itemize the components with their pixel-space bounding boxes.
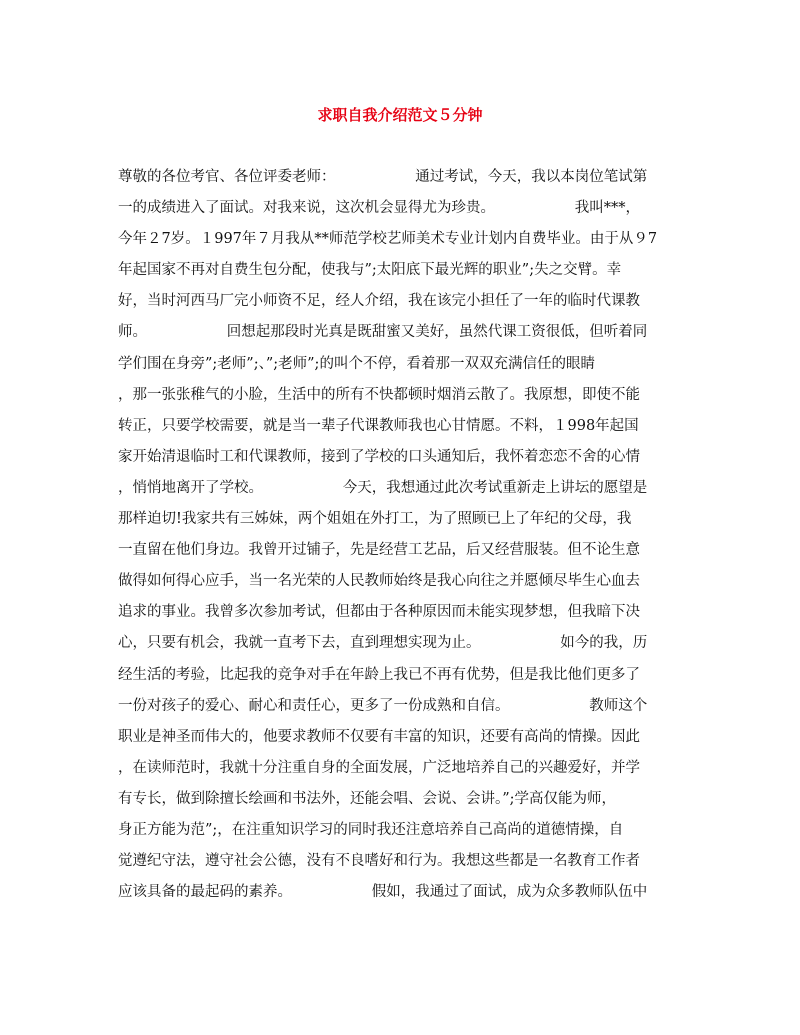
body-line: 家开始清退临时工和代课教师，接到了学校的口头通知后，我怀着恋恋不舍的心情: [118, 448, 640, 465]
body-line: 一直留在他们身边。我曾开过铺子，先是经营工艺品，后又经营服装。但不论生意: [118, 542, 640, 559]
body-line: 做得如何得心应手，当一名光荣的人民教师始终是我心向往之并愿倾尽毕生心血去: [118, 573, 640, 590]
body-line: 一份对孩子的爱心、耐心和责任心，更多了一份成熟和自信。 教师这个: [118, 697, 648, 714]
document-body: [118, 162, 690, 908]
body-line: 一的成绩进入了面试。对我来说，这次机会显得尤为珍贵。 我叫***，: [118, 200, 640, 217]
body-line: 学们围在身旁”;老师”;、”;老师”;的叫个不停，看着那一双双充满信任的眼睛: [118, 355, 595, 372]
body-line: ，那一张张稚气的小脸，生活中的所有不快都顿时烟消云散了。我原想，即使不能: [118, 386, 640, 403]
body-line: 今年２7岁。１997年７月我从**师范学校艺师美术专业计划内自费毕业。由于从９7: [118, 231, 658, 248]
body-line: 应该具备的最起码的素养。 假如，我通过了面试，成为众多教师队伍中: [118, 884, 648, 901]
body-line: 经生活的考验，比起我的竞争对手在年龄上我已不再有优势，但是我比他们更多了: [118, 666, 640, 683]
document-title: 求职自我介绍范文５分钟: [317, 106, 483, 124]
body-line: 尊敬的各位考官、各位评委老师： 通过考试，今天，我以本岗位笔试第: [118, 169, 648, 185]
body-line: 那样迫切!我家共有三姊妹，两个姐姐在外打工，为了照顾已上了年纪的父母，我: [118, 511, 632, 528]
body-line: 身正方能为范”;，在注重知识学习的同时我还注意培养自己高尚的道德情操，自: [118, 821, 624, 838]
body-line: 师。 回想起那段时光真是既甜蜜又美好，虽然代课工资很低，但听着同: [118, 324, 648, 341]
body-line: 觉遵纪守法，遵守社会公德，没有不良嗜好和行为。我想这些都是一名教育工作者: [118, 853, 640, 870]
body-line: 心，只要有机会，我就一直考下去，直到理想实现为止。 如今的我，历: [118, 635, 648, 652]
body-line: 职业是神圣而伟大的，他要求教师不仅要有丰富的知识，还要有高尚的情操。因此: [118, 728, 640, 745]
body-line: ，悄悄地离开了学校。 今天，我想通过此次考试重新走上讲坛的愿望是: [118, 479, 648, 496]
body-line: 转正，只要学校需要，就是当一辈子代课教师我也心甘情愿。不料，１998年起国: [118, 417, 639, 434]
body-line: ，在读师范时，我就十分注重自身的全面发展，广泛地培养自己的兴趣爱好，并学: [118, 759, 640, 776]
body-line: 好，当时河西马厂完小师资不足，经人介绍，我在该完小担任了一年的临时代课教: [118, 293, 640, 310]
body-line: 有专长，做到除擅长绘画和书法外，还能会唱、会说、会讲。”;学高仅能为师，: [118, 790, 617, 807]
body-line: 年起国家不再对自费生包分配，使我与”;太阳底下最光辉的职业”;失之交臂。幸: [118, 262, 622, 279]
body-line: 追求的事业。我曾多次参加考试，但都由于各种原因而未能实现梦想，但我暗下决: [118, 604, 640, 621]
